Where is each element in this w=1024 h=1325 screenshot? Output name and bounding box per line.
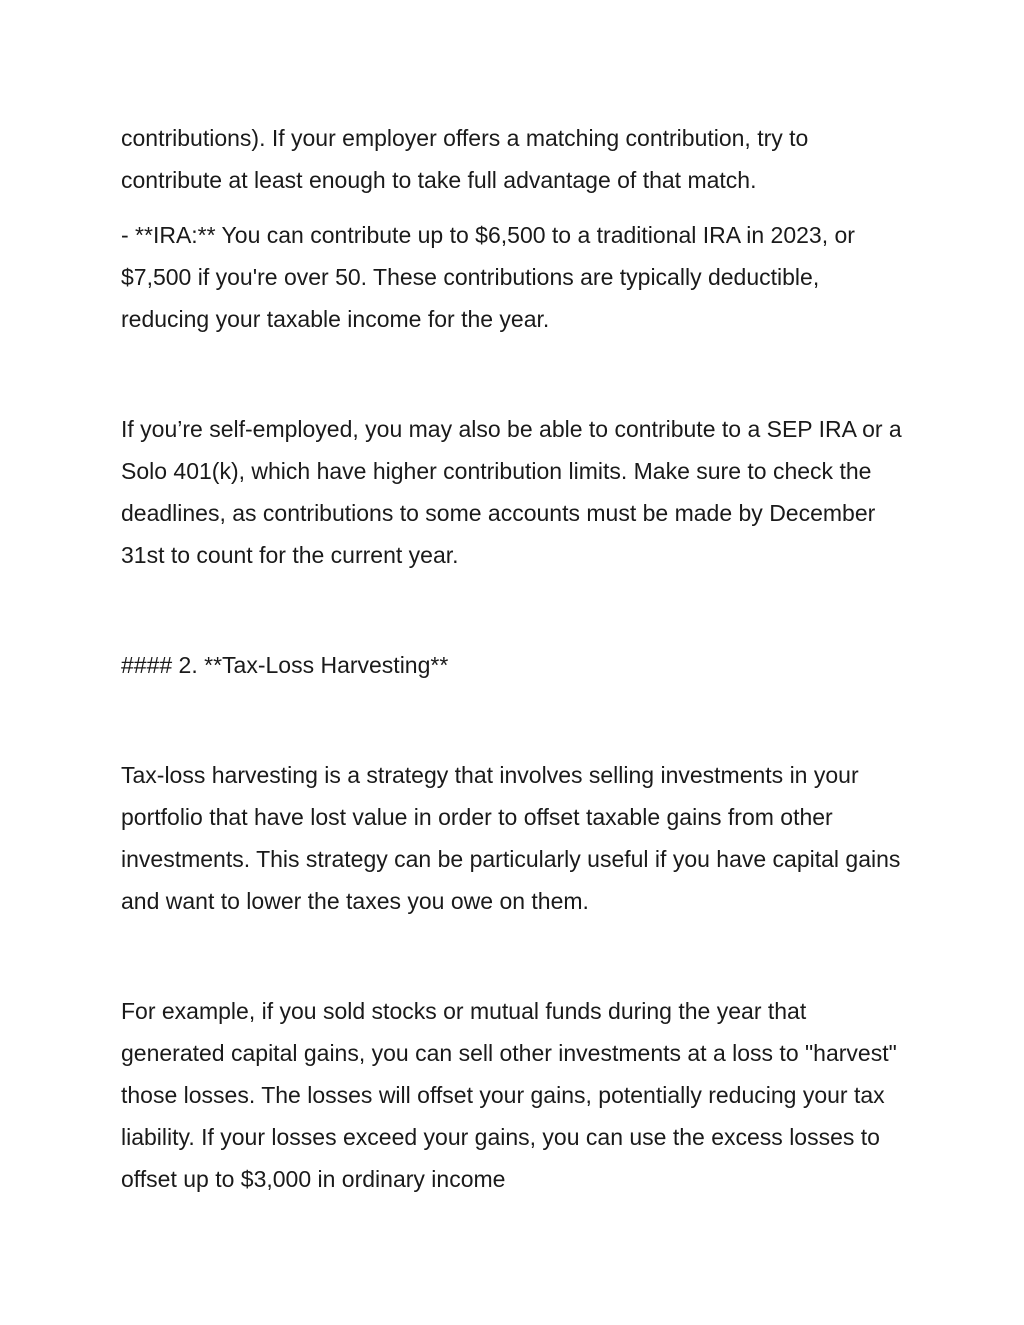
paragraph-spacer xyxy=(121,686,911,754)
paragraph-tax-loss-example: For example, if you sold stocks or mutual funds during the year that generated capital gains, you can sell other investments at a loss to "harvest" those losses. The losses will offset your gains, potentially reducing your tax liability. If your losses exceed your gains, you can use the excess losses to offset up to $3,000 in ordinary income xyxy=(121,998,897,1192)
paragraph-spacer xyxy=(121,201,911,214)
paragraph-spacer xyxy=(121,922,911,990)
paragraph-spacer xyxy=(121,340,911,408)
document-body xyxy=(121,117,911,1200)
paragraph-self-employed: If you’re self-employed, you may also be able to contribute to a SEP IRA or a Solo 401(k), which have higher contribution limits. Make sure to check the deadlines, as contributions to some accounts must be made by December 31st to count for the current year. xyxy=(121,416,902,568)
paragraph-tax-loss-definition: Tax-loss harvesting is a strategy that involves selling investments in your portfolio that have lost value in order to offset taxable gains from other investments. This strategy can be particularly useful if you have capital gains and want to lower the taxes you owe on them. xyxy=(121,762,901,914)
paragraph-ira: - **IRA:** You can contribute up to $6,500 to a traditional IRA in 2023, or $7,500 if you're over 50. These contributions are typically deductible, reducing your taxable income for the year. xyxy=(121,222,855,332)
paragraph-employer-match: contributions). If your employer offers a matching contribution, try to contribute at least enough to take full advantage of that match. xyxy=(121,125,809,193)
paragraph-spacer xyxy=(121,576,911,644)
section-heading-tax-loss-harvesting: #### 2. **Tax-Loss Harvesting** xyxy=(121,652,449,678)
